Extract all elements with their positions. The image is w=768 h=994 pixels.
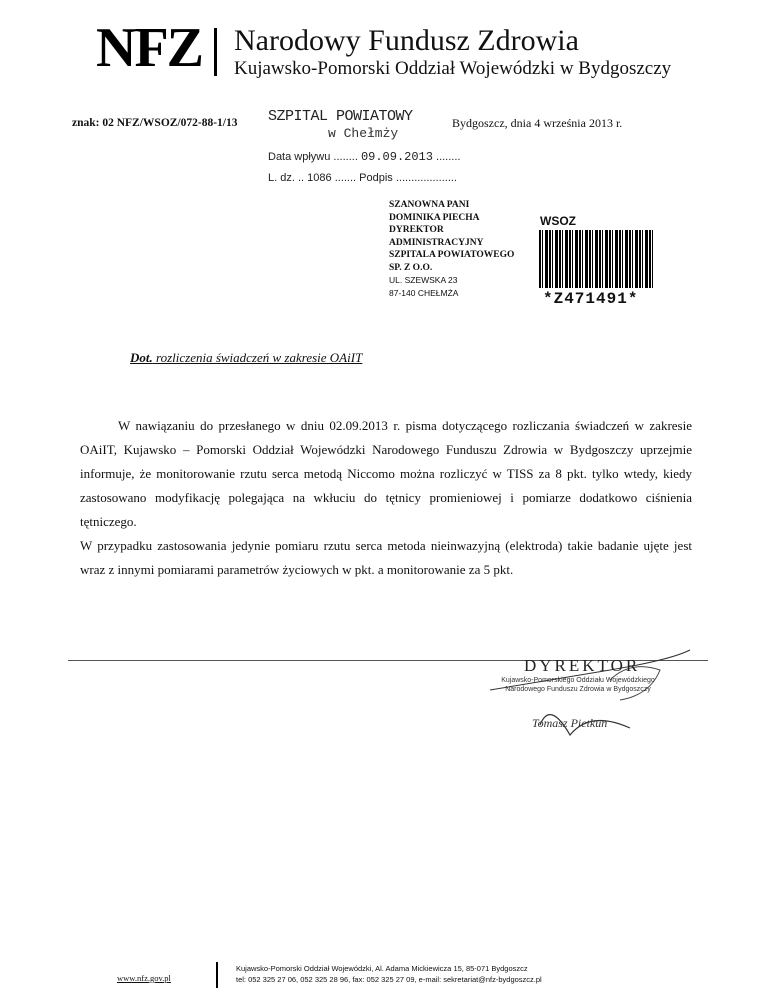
recipient-line: 87-140 CHEŁMŻA — [389, 287, 459, 298]
letter-body — [80, 414, 692, 582]
received-label: Data wpływu — [268, 151, 331, 163]
footer-divider — [216, 962, 218, 988]
signature-title: DYREKTOR — [524, 656, 641, 675]
nfz-logo: NFZ — [96, 17, 202, 79]
hospital-stamp-line2: w Chełmży — [328, 126, 399, 141]
recipient-address — [389, 199, 514, 299]
subject-text: rozliczenia świadczeń w zakresie OAiIT — [156, 350, 363, 365]
footer-address — [236, 963, 542, 985]
recipient-line: DOMINIKA PIECHA — [389, 212, 480, 223]
recipient-line: SP. Z O.O. — [389, 262, 433, 273]
org-name: Narodowy Fundusz Zdrowia — [234, 24, 579, 57]
barcode-label: WSOZ — [540, 214, 576, 228]
barcode-image — [539, 230, 653, 288]
ldz-stamp: L. dz. .. 1086 ....... Podpis .................... — [268, 172, 457, 184]
footer-address-line: Kujawsko-Pomorski Oddział Wojewódzki, Al. Adama Mickiewicza 15, 85-071 Bydgoszcz — [236, 964, 528, 973]
body-paragraph: W przypadku zastosowania jedynie pomiaru rzutu serca metoda nieinwazyjną (elektroda) takie badanie ujęte jest wraz z innymi pomiarami parametrów życiowych w pkt. a monitorowanie za 5 pkt. — [80, 538, 692, 577]
recipient-line: UL. SZEWSKA 23 — [389, 275, 458, 285]
ldz-value: 1086 — [307, 172, 332, 184]
hospital-stamp-line1: SZPITAL POWIATOWY — [268, 108, 413, 125]
barcode-number: *Z471491* — [543, 290, 639, 308]
org-branch: Kujawsko-Pomorski Oddział Wojewódzki w Bydgoszczy — [234, 58, 672, 79]
reference-number: znak: 02 NFZ/WSOZ/072-88-1/13 — [72, 117, 238, 129]
signature-subtitle — [478, 676, 678, 694]
received-stamp: Data wpływu ........ 09.09.2013 ........ — [268, 150, 461, 164]
recipient-line: SZANOWNA PANI — [389, 200, 470, 210]
received-date: 09.09.2013 — [360, 150, 433, 164]
signature-subtitle-line: Narodowego Funduszu Zdrowia w Bydgoszczy — [505, 686, 651, 693]
letter-date: Bydgoszcz, dnia 4 września 2013 r. — [452, 116, 623, 130]
signature-subtitle-line: Kujawsko-Pomorskiego Oddziału Wojewódzkiego — [501, 677, 655, 684]
ldz-label: L. dz. — [268, 172, 295, 184]
recipient-line: SZPITALA POWIATOWEGO — [389, 250, 515, 260]
signature-label: Podpis — [359, 172, 393, 184]
letter-subject — [130, 350, 362, 366]
recipient-line: ADMINISTRACYJNY — [389, 237, 484, 248]
subject-prefix: Dot. — [130, 350, 153, 365]
signatory-name: Tomasz Pietkun — [532, 716, 608, 730]
recipient-line: DYREKTOR — [389, 225, 444, 235]
logo-divider — [214, 28, 217, 76]
footer-contact-line: tel: 052 325 27 06, 052 325 28 96, fax: 052 325 27 09, e-mail: sekretariat@nfz-bydgoszcz.pl — [236, 975, 542, 984]
body-paragraph: W nawiązaniu do przesłanego w dniu 02.09.2013 r. pisma dotyczącego rozliczania świadczeń w zakresie OAiIT, Kujawsko – Pomorski Oddział Wojewódzki Narodowego Funduszu Zdrowia w Bydgoszczy uprzejmie informuje, że monitorowanie rzutu serca metodą Niccomo można rozliczyć w TISS za 8 pkt. tylko wtedy, kiedy zastosowano modyfikację polegająca na wkłuciu do tętnicy promieniowej i pomiarze dodatkowo ciśnienia tętniczego. — [80, 418, 692, 529]
footer-website-link[interactable]: www.nfz.gov.pl — [117, 973, 171, 983]
